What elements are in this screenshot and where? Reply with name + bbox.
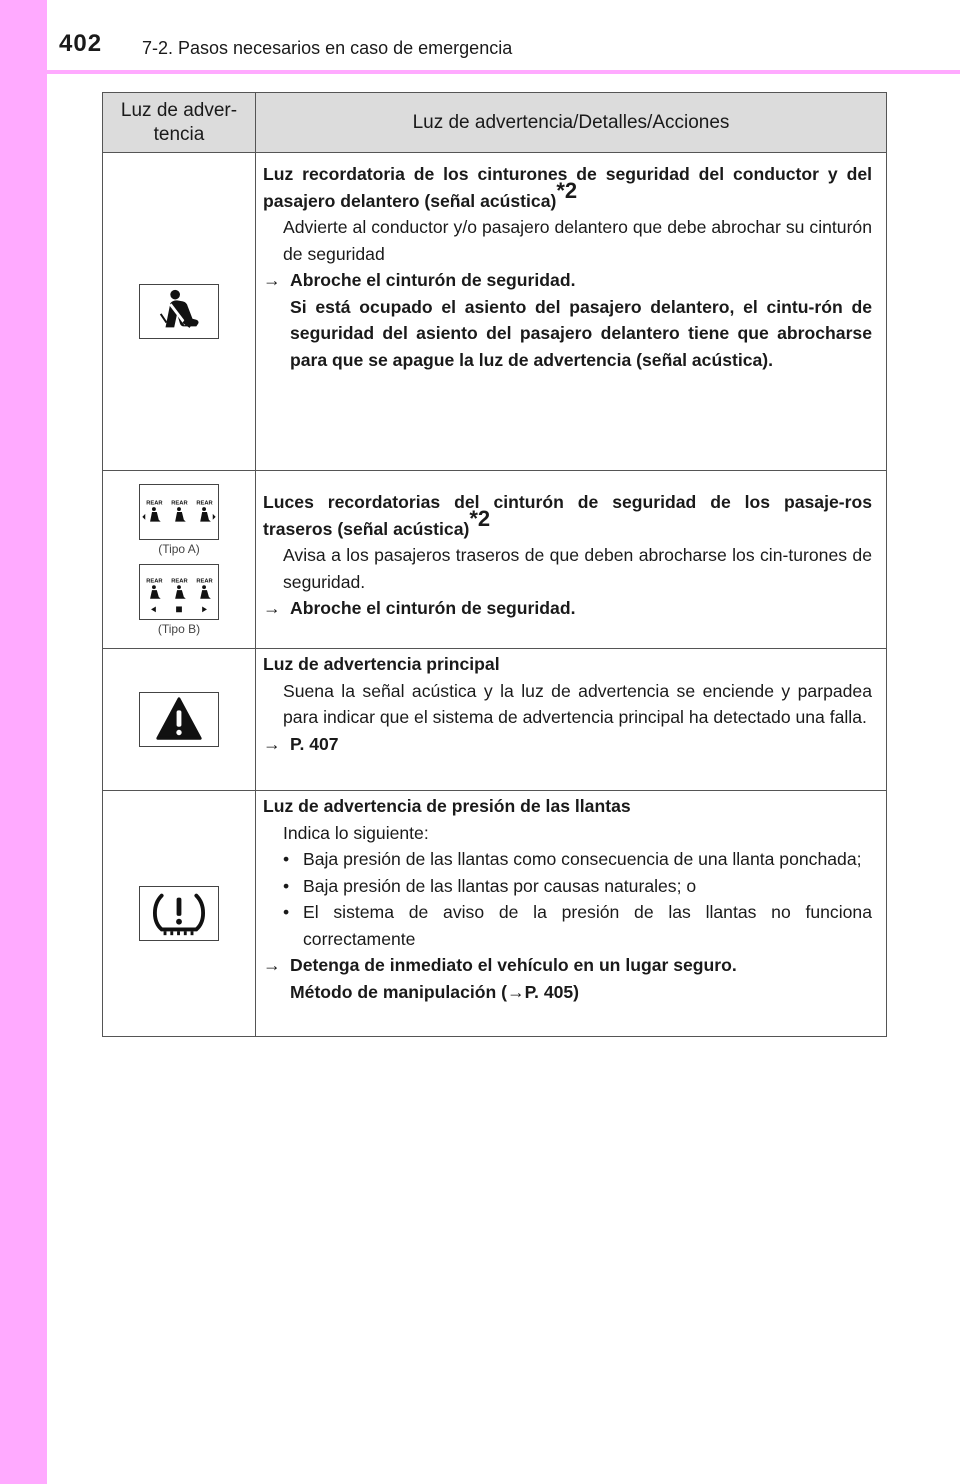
table-row xyxy=(103,153,887,471)
column-header-light: Luz de adver- tencia xyxy=(103,93,256,153)
table-header-row xyxy=(103,93,887,153)
arrow-icon: → xyxy=(263,598,281,618)
table-row xyxy=(103,471,887,649)
row-action: Abroche el cinturón de seguridad. xyxy=(290,598,576,618)
section-title: 7-2. Pasos necesarios en caso de emergencia xyxy=(142,38,513,58)
table-row xyxy=(103,649,887,791)
icon-caption: (Tipo A) xyxy=(158,541,200,556)
rear-seatbelt-icon-type-a xyxy=(139,484,219,540)
row-action: Método de manipulación (→P. 405) xyxy=(290,981,580,1002)
tire-pressure-icon xyxy=(139,886,219,941)
header-rule xyxy=(47,70,960,74)
bullet-icon: • xyxy=(283,849,290,869)
list-item: • Baja presión de las llantas por causas naturales; o xyxy=(263,873,872,900)
row-action: Si está ocupado el asiento del pasajero delantero, el cintu-rón de seguridad del asiento del pasajero delantero tiene que abrocharse para que se apague la luz de advertencia (señal acústica). xyxy=(290,296,872,370)
bullet-icon: • xyxy=(283,875,290,896)
arrow-icon: → xyxy=(263,955,281,975)
row-action: Detenga de inmediato el vehículo en un lugar seguro. xyxy=(290,955,737,975)
list-item: • El sistema de aviso de la presión de las llantas no funciona correctamente xyxy=(263,899,872,952)
icon-caption: (Tipo B) xyxy=(157,621,201,636)
details-cell xyxy=(256,791,887,1037)
arrow-icon: → xyxy=(263,733,281,754)
table-row xyxy=(103,791,887,1037)
arrow-icon: → xyxy=(263,270,281,290)
footnote-mark: *2 xyxy=(556,177,578,203)
rear-label: REAR xyxy=(196,499,213,506)
rear-label: REAR xyxy=(146,577,163,584)
rear-label: REAR xyxy=(146,499,163,506)
row-description: Suena la señal acústica y la luz de advertencia se enciende y parpadea para indicar que el sistema de advertencia principal ha detectado una falla. xyxy=(283,680,872,727)
row-title: Luz de advertencia de presión de las llantas xyxy=(263,796,631,816)
seatbelt-warning-icon xyxy=(139,284,219,339)
rear-label: REAR xyxy=(171,577,188,584)
row-description: Advierte al conductor y/o pasajero delantero que debe abrochar su cinturón de seguridad xyxy=(283,217,872,264)
side-color-band xyxy=(0,0,47,1484)
row-action: P. 407 xyxy=(290,733,339,754)
bullet-icon: • xyxy=(283,902,290,922)
list-item: • Baja presión de las llantas como consecuencia de una llanta ponchada; xyxy=(263,846,872,873)
row-action: Abroche el cinturón de seguridad. xyxy=(290,270,576,290)
icon-cell xyxy=(103,649,256,791)
row-description: Avisa a los pasajeros traseros de que deben abrocharse los cin-turones de seguridad. xyxy=(283,545,872,592)
warning-lights-table xyxy=(102,92,887,1037)
icon-cell xyxy=(103,153,256,471)
page-number: 402 xyxy=(59,30,103,57)
details-cell xyxy=(256,649,887,791)
rear-label: REAR xyxy=(171,499,188,506)
row-title: Luz de advertencia principal xyxy=(263,654,500,674)
footnote-mark: *2 xyxy=(469,505,491,531)
details-cell xyxy=(256,471,887,649)
row-title: Luz recordatoria de los cinturones de seguridad del conductor y del pasajero delantero (señal acústica) xyxy=(263,164,872,211)
row-description: Indica lo siguiente: xyxy=(283,822,429,843)
icon-cell xyxy=(103,471,256,649)
rear-seatbelt-icon-type-b xyxy=(139,564,219,620)
row-title: Luces recordatorias del cinturón de seguridad de los pasaje-ros traseros (señal acústica) xyxy=(263,492,872,539)
rear-label: REAR xyxy=(196,577,213,584)
column-header-details: Luz de advertencia/Detalles/Acciones xyxy=(256,93,887,153)
details-cell xyxy=(256,153,887,471)
icon-cell xyxy=(103,791,256,1037)
master-warning-icon xyxy=(139,692,219,747)
